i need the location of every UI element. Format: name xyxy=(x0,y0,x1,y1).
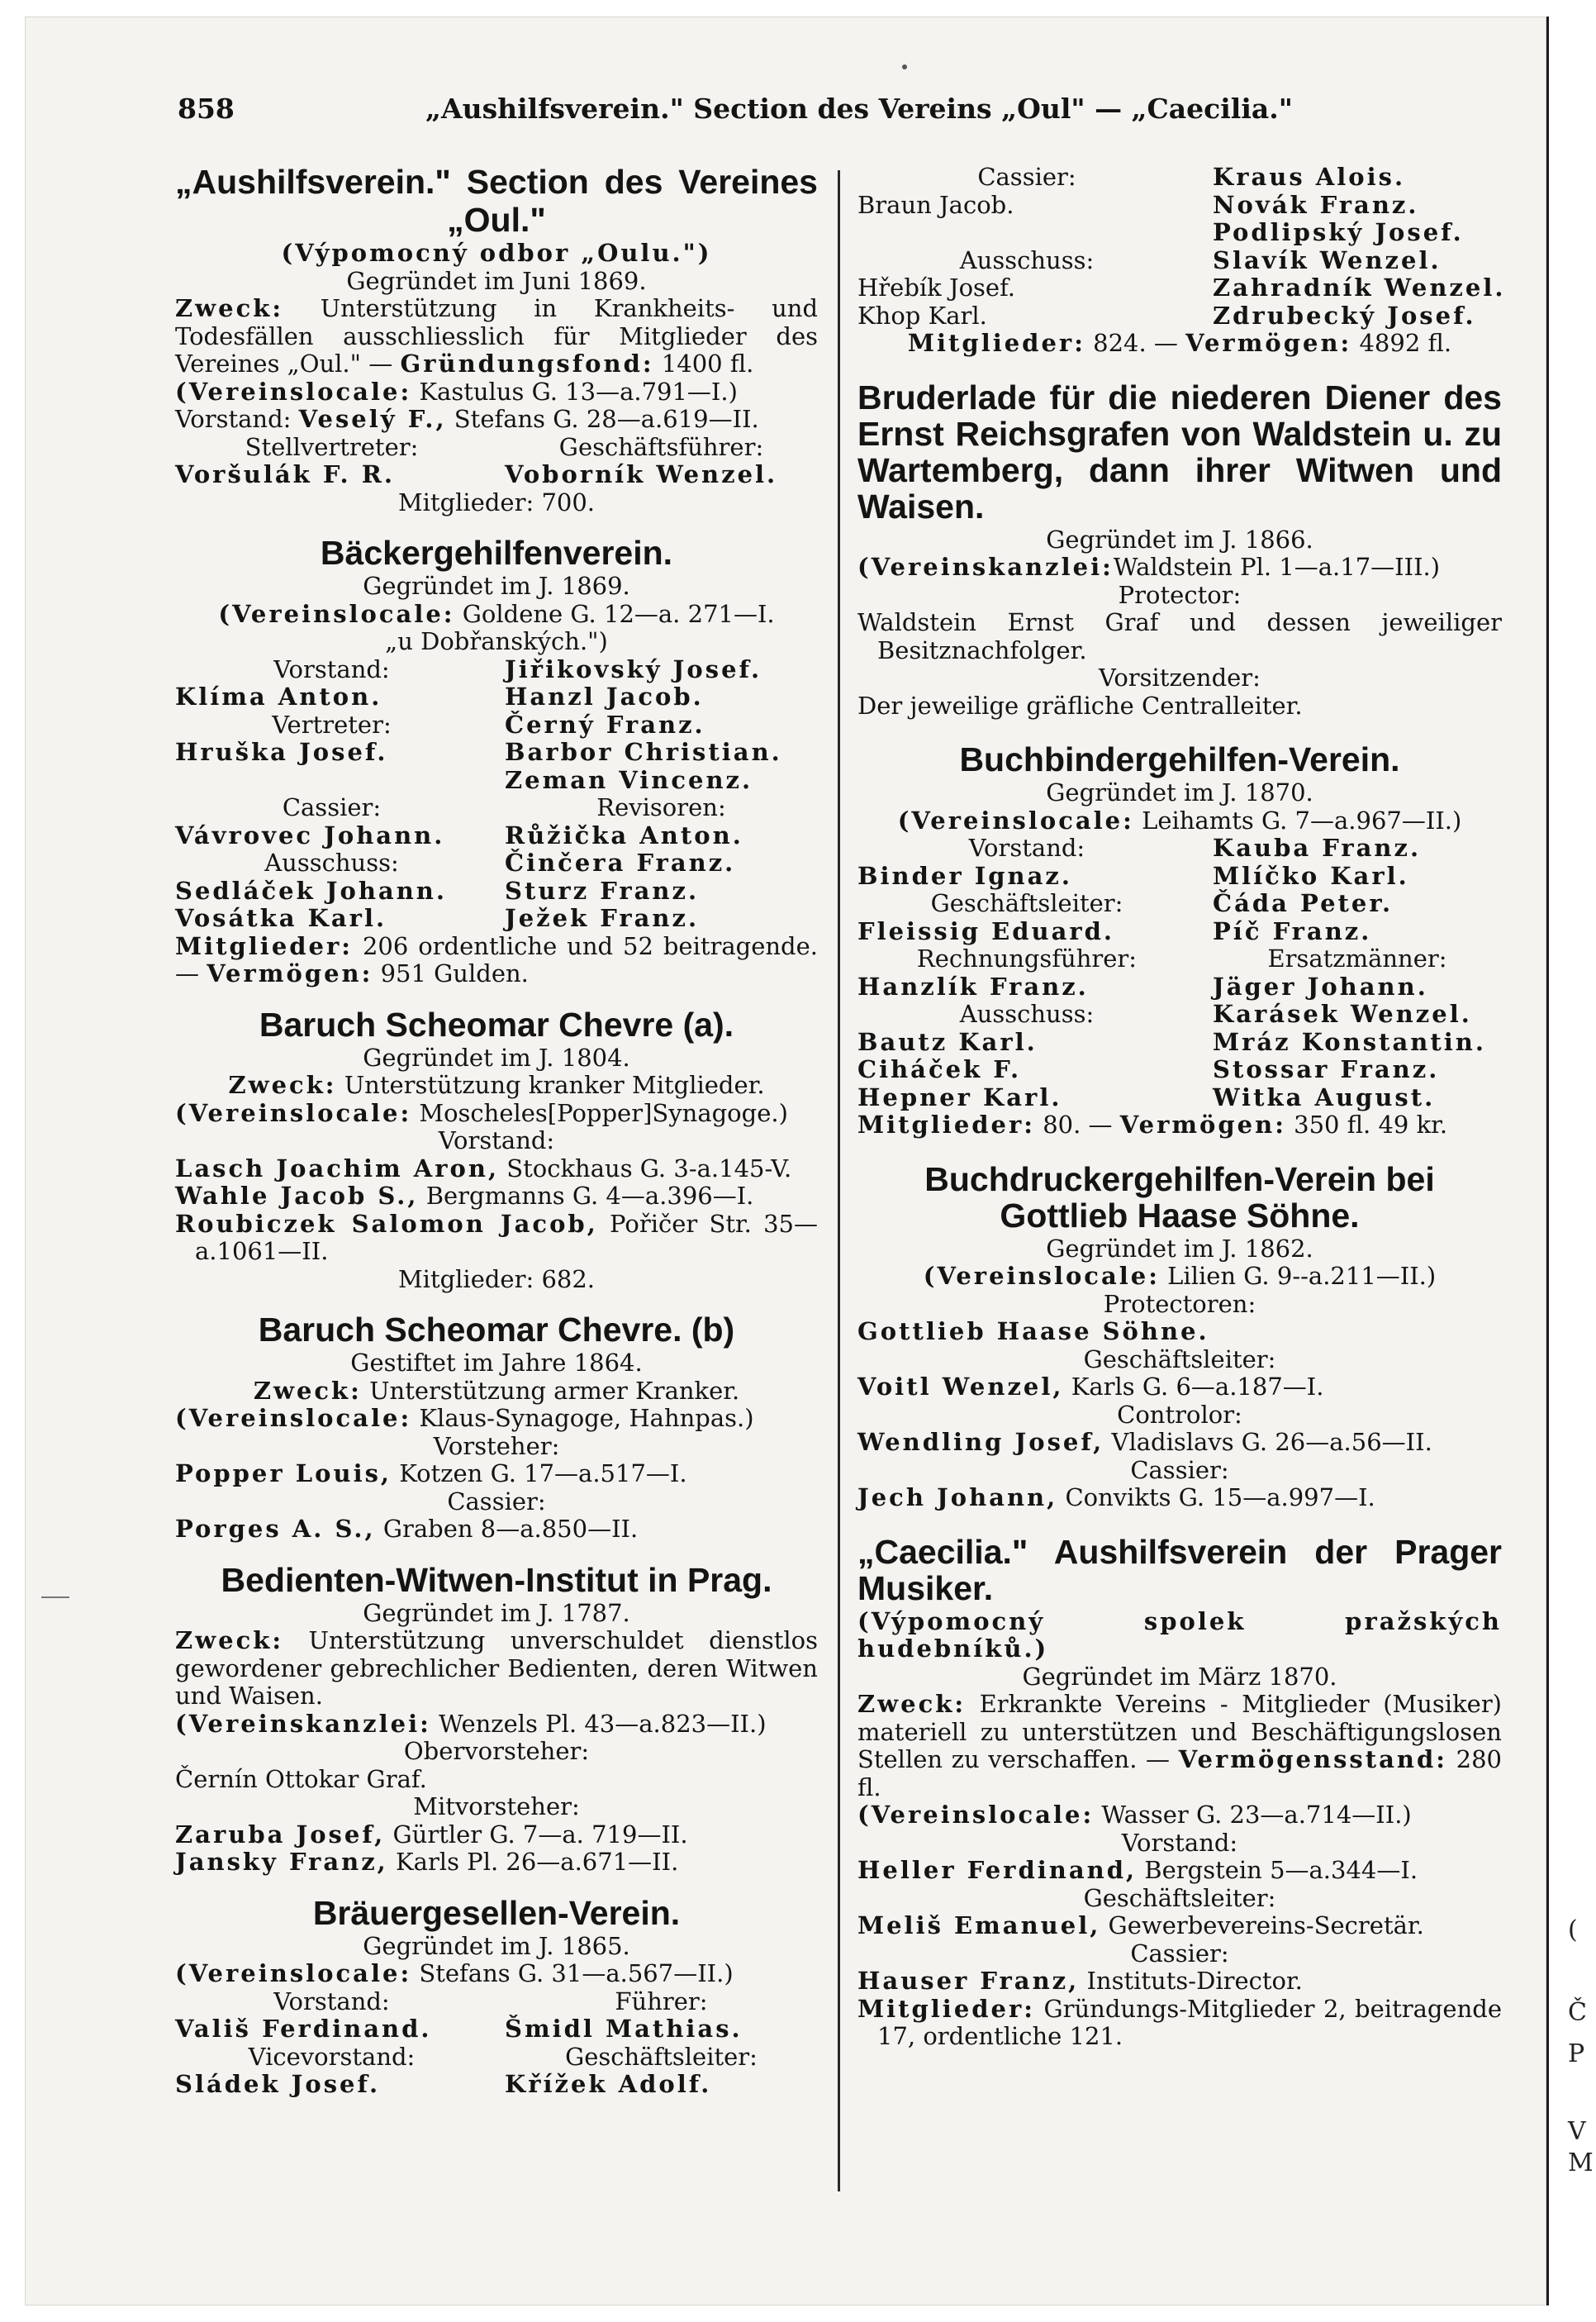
members-label: Mitglieder: xyxy=(857,1111,1035,1139)
assets-value: 350 fl. 49 kr. xyxy=(1294,1111,1448,1139)
role-label: Vorstand: xyxy=(968,834,1085,862)
person-name: Černín Ottokar Graf. xyxy=(175,1764,427,1793)
members xyxy=(857,330,1502,358)
locale xyxy=(175,1100,818,1128)
person-name: Meliš Emanuel, xyxy=(857,1911,1101,1939)
purpose xyxy=(857,1691,1502,1801)
person-name: Zdrubecký Josef. xyxy=(1213,301,1476,330)
left-column xyxy=(175,164,818,2117)
entry-subtitle: (Výpomocný odbor „Oulu.") xyxy=(281,239,712,267)
person-name: Čáda Peter. xyxy=(1213,889,1394,917)
locale-value: Stefans G. 31—a.567—II.) xyxy=(419,1959,734,1987)
chairman xyxy=(175,406,818,434)
founded: Gegründet im J. 1862. xyxy=(1046,1234,1313,1263)
founded: Gegründet im J. 1787. xyxy=(363,1598,630,1627)
entry-baruch-scheomar-a xyxy=(175,1006,818,1294)
purpose-text: Unterstützung unverschuldet dienstlos gewordener gebrechlicher Bedienten, deren Witwen und Waisen. xyxy=(175,1626,818,1710)
members-value: Gründungs-Mitglieder 2, beitragende 17, ordentliche 121. xyxy=(877,1994,1502,2050)
person-name: Lasch Joachim Aron, xyxy=(175,1154,500,1182)
column-divider xyxy=(838,170,840,2191)
entry-subtitle: (Výpomocný spolek pražských hudebníků.) xyxy=(857,1606,1502,1663)
locale xyxy=(175,378,818,407)
members-label: Mitglieder: xyxy=(907,329,1085,357)
locale xyxy=(857,1801,1502,1830)
entry-baruch-scheomar-b xyxy=(175,1311,818,1544)
person-address: Convikts G. 15—a.997—I. xyxy=(1065,1483,1375,1511)
role-label: Ausschuss: xyxy=(959,245,1095,274)
founded: Gegründet im J. 1804. xyxy=(363,1043,630,1072)
role-label: Obervorsteher: xyxy=(403,1737,590,1765)
role-label: Cassier: xyxy=(1130,1455,1229,1484)
person-name: Hruška Josef. xyxy=(175,738,388,766)
assets-value: 280 fl. xyxy=(857,1745,1502,1801)
members xyxy=(175,933,818,988)
locale-cont: „u Dobřanských.") xyxy=(385,627,608,655)
running-title: „Aushilfsverein." Section des Vereins „Oul" — „Caecilia." xyxy=(425,93,1293,125)
entry-title: Bäckergehilfenverein. xyxy=(320,534,673,572)
role-label: Cassier: xyxy=(282,793,382,821)
person-name: Stossar Franz. xyxy=(1213,1055,1440,1083)
purpose xyxy=(175,295,818,378)
members-value: 824. — xyxy=(1093,329,1178,357)
entry-bruderlade-waldstein xyxy=(857,379,1502,721)
founded: Gegründet im März 1870. xyxy=(1022,1662,1337,1691)
person-name: Hauser Franz, xyxy=(857,1967,1080,1995)
office-value: Waldstein Pl. 1—a.17—III.) xyxy=(1113,553,1441,581)
officers-grid xyxy=(857,835,1502,1111)
person-name: Kraus Alois. xyxy=(1213,163,1406,191)
person-address: Karls Pl. 26—a.671—II. xyxy=(395,1848,679,1876)
entry-title: Buchbindergehilfen-Verein. xyxy=(959,740,1400,778)
person-name: Hanzl Jacob. xyxy=(505,683,704,711)
person-name: Kauba Franz. xyxy=(1213,834,1422,862)
locale xyxy=(857,1263,1502,1291)
members-label: Mitglieder: xyxy=(857,1994,1035,2023)
officers-grid xyxy=(175,434,818,489)
manager-label: Geschäftsführer: xyxy=(558,432,764,461)
members-label: Mitglieder: xyxy=(175,931,353,960)
deputy-name: Voršulák F. R. xyxy=(175,460,395,488)
person-address: Bergmanns G. 4—a.396—I. xyxy=(425,1182,754,1210)
role-label: Cassier: xyxy=(1130,1939,1229,1968)
deputy-label: Stellvertreter: xyxy=(245,432,419,461)
person-name: Ciháček F. xyxy=(857,1055,1022,1083)
person-name: Podlipský Josef. xyxy=(1213,218,1464,246)
role-label: Vorstand: xyxy=(1121,1828,1238,1857)
person xyxy=(175,1515,818,1544)
entry-title: „Aushilfsverein." Section des Vereines xyxy=(175,163,818,201)
locale xyxy=(175,1405,818,1433)
locale-value: Kastulus G. 13—a.791—I.) xyxy=(419,377,738,406)
members xyxy=(857,1111,1502,1140)
edge-fragment: Č xyxy=(1568,1998,1587,2027)
chair: Der jeweilige gräfliche Centralleiter. xyxy=(857,691,1303,720)
assets-value: 951 Gulden. xyxy=(380,959,529,987)
person-name: Černý Franz. xyxy=(505,710,705,739)
locale-value: Goldene G. 12—a. 271—I. xyxy=(462,599,775,628)
entry-buchdruckergehilfen-verein xyxy=(857,1161,1502,1512)
chairman-label: Vorstand: xyxy=(175,405,292,433)
role-label: Vorsteher: xyxy=(433,1431,560,1460)
entry-continuation xyxy=(857,163,1506,358)
role-label: Cassier: xyxy=(977,163,1076,191)
role-label: Vorstand: xyxy=(273,1987,390,2015)
person-name: Růžička Anton. xyxy=(505,821,743,849)
person xyxy=(857,1912,1502,1940)
locale-label: (Vereinslocale: xyxy=(897,806,1134,835)
fund-value: 1400 fl. xyxy=(661,350,754,378)
person-name: Vališ Ferdinand. xyxy=(175,2015,432,2043)
person-address: Pořičer Str. 35—a.1061—II. xyxy=(195,1209,818,1265)
entry-title: Bedienten-Witwen-Institut in Prag. xyxy=(221,1560,772,1599)
person-name: Zaruba Josef, xyxy=(175,1820,386,1849)
entry-buchbindergehilfen-verein xyxy=(857,741,1502,1140)
person xyxy=(175,1182,818,1211)
members-value: 206 ordentliche und 52 beitragende. — xyxy=(175,931,818,987)
person-name: Karásek Wenzel. xyxy=(1213,1000,1472,1028)
role-label: Geschäftsleiter: xyxy=(1083,1344,1276,1373)
person-name: Wahle Jacob S., xyxy=(175,1182,419,1210)
person-name: Jech Johann, xyxy=(857,1483,1058,1511)
entry-title: Buchdruckergehilfen-Verein bei Gottlieb Haase Söhne. xyxy=(924,1159,1435,1235)
role-label: Protector: xyxy=(1118,580,1242,609)
locale-label: (Vereinslocale: xyxy=(218,599,455,628)
members: Mitglieder: 700. xyxy=(397,488,596,516)
specks xyxy=(902,64,907,69)
fund-label: Gründungsfond: xyxy=(400,350,654,378)
locale-label: (Vereinslocale: xyxy=(923,1262,1160,1290)
person xyxy=(175,1849,818,1877)
role-label: Geschäftsleiter: xyxy=(930,889,1123,917)
entry-title: „Caecilia." Aushilfsverein der Prager Musiker. xyxy=(857,1532,1502,1607)
role-label: Vicevorstand: xyxy=(248,2042,416,2071)
person-name: Popper Louis, xyxy=(175,1459,392,1487)
person xyxy=(857,1857,1502,1885)
person-address: Bergstein 5—a.344—I. xyxy=(1144,1856,1418,1884)
person-name: Vosátka Karl. xyxy=(175,904,387,932)
page-header xyxy=(178,93,1293,134)
role-label: Controlor: xyxy=(1117,1400,1242,1429)
person-name: Braun Jacob. xyxy=(857,190,1014,219)
locale-label: (Vereinslocale: xyxy=(857,1801,1095,1829)
role-label: Protectoren: xyxy=(1103,1289,1256,1318)
right-column xyxy=(857,163,1506,2072)
officers-grid xyxy=(175,656,818,933)
role-label: Rechnungsführer: xyxy=(916,945,1138,973)
person-name: Sládek Josef. xyxy=(175,2070,381,2098)
officers-grid xyxy=(857,163,1506,330)
person-name: Hepner Karl. xyxy=(857,1082,1062,1111)
entry-title: Bruderlade für die niederen Diener des Ernst Reichsgrafen von Waldstein u. zu Wartemberg, dann ihrer Witwen und Waisen. xyxy=(857,378,1502,526)
person-name: Witka August. xyxy=(1213,1082,1436,1111)
person-name: Heller Ferdinand, xyxy=(857,1856,1138,1884)
person-name: Bautz Karl. xyxy=(857,1027,1038,1056)
assets-label: Vermögen: xyxy=(1119,1111,1286,1139)
locale-label: (Vereinslocale: xyxy=(175,1959,412,1987)
founded: Gestiftet im Jahre 1864. xyxy=(350,1349,643,1377)
office-value: Wenzels Pl. 43—a.823—II.) xyxy=(439,1709,767,1738)
person-name: Zahradník Wenzel. xyxy=(1213,274,1506,302)
person-name: Wendling Josef, xyxy=(857,1428,1104,1456)
office xyxy=(857,554,1502,582)
person-address: Vladislavs G. 26—a.56—II. xyxy=(1111,1428,1432,1456)
office-label: (Vereinskanzlei: xyxy=(857,553,1114,581)
purpose-label: Zweck: xyxy=(228,1071,337,1099)
locale xyxy=(857,807,1502,835)
person-name: Hanzlík Franz. xyxy=(857,972,1089,1001)
locale-value: Klaus-Synagoge, Hahnpas.) xyxy=(419,1404,754,1432)
edge-fragment: M xyxy=(1568,2148,1594,2177)
role-label: Ausschuss: xyxy=(264,849,399,877)
person-address: Karls G. 6—a.187—I. xyxy=(1071,1373,1324,1401)
person-name: Klíma Anton. xyxy=(175,683,382,711)
spacer xyxy=(175,767,488,795)
role-label: Mitvorsteher: xyxy=(413,1792,580,1820)
person-address: Instituts-Director. xyxy=(1086,1967,1303,1995)
purpose-text: Unterstützung in Krankheits- und Todesfällen ausschliesslich für Mitglieder des Vereines „Oul." — xyxy=(175,294,819,378)
entry-title: Baruch Scheomar Chevre (a). xyxy=(259,1005,734,1044)
locale xyxy=(175,1960,818,1988)
person-address: Gewerbevereins-Secretär. xyxy=(1108,1911,1424,1939)
role-label: Vertreter: xyxy=(272,710,392,739)
purpose-label: Zweck: xyxy=(175,1626,284,1654)
person xyxy=(857,1429,1502,1457)
locale-value: Lilien G. 9--a.211—II.) xyxy=(1167,1262,1437,1290)
person-name: Fleissig Eduard. xyxy=(857,916,1115,945)
person-name: Porges A. S., xyxy=(175,1515,376,1543)
locale-label: (Vereinslocale: xyxy=(175,1404,412,1432)
locale xyxy=(175,601,818,629)
role-label: Geschäftsleiter: xyxy=(565,2042,758,2071)
office xyxy=(175,1711,818,1739)
person xyxy=(857,1484,1502,1512)
officers-grid xyxy=(175,1988,818,2099)
locale-label: (Vereinslocale: xyxy=(175,1098,412,1127)
role-label: Führer: xyxy=(615,1987,708,2015)
manager-name: Voborník Wenzel. xyxy=(505,460,778,488)
entry-braeuergesellen-verein xyxy=(175,1895,818,2099)
person-name: Novák Franz. xyxy=(1213,190,1419,219)
role-label: Cassier: xyxy=(447,1487,546,1515)
purpose-text: Unterstützung armer Kranker. xyxy=(369,1376,740,1405)
person xyxy=(175,1155,818,1183)
person-name: Jansky Franz, xyxy=(175,1848,388,1876)
founded: Gegründet im J. 1870. xyxy=(1046,778,1313,807)
founded: Gegründet im J. 1866. xyxy=(1046,525,1313,554)
person-name: Zeman Vincenz. xyxy=(505,765,753,794)
person-name: Mráz Konstantin. xyxy=(1213,1027,1486,1056)
assets-value: 4892 fl. xyxy=(1359,329,1452,357)
office-label: (Vereinskanzlei: xyxy=(175,1709,431,1738)
person-address: Kotzen G. 17—a.517—I. xyxy=(399,1459,687,1487)
person-name: Sturz Franz. xyxy=(505,876,700,905)
person-name: Činčera Franz. xyxy=(505,849,736,877)
entry-title-cont: „Oul." xyxy=(447,201,546,239)
person-address: Graben 8—a.850—II. xyxy=(382,1515,639,1543)
entry-aushilfsverein-oul xyxy=(175,164,818,516)
person xyxy=(857,1373,1502,1401)
person xyxy=(175,1821,818,1849)
chairman-name: Veselý F., xyxy=(298,405,447,433)
purpose xyxy=(175,1072,818,1100)
person-name: Ježek Franz. xyxy=(505,904,700,932)
person-address: Stockhaus G. 3-a.145-V. xyxy=(506,1154,792,1182)
entry-title: Baruch Scheomar Chevre. (b) xyxy=(258,1311,735,1349)
person-name: Voitl Wenzel, xyxy=(857,1373,1064,1401)
locale-label: (Vereinslocale: xyxy=(175,377,412,406)
role-label: Vorstand: xyxy=(273,654,390,683)
person xyxy=(175,1211,818,1266)
person-name: Křížek Adolf. xyxy=(505,2070,712,2098)
person-name: Píč Franz. xyxy=(1213,916,1372,945)
margin-mark xyxy=(41,1596,69,1598)
locale-value: Wasser G. 23—a.714—II.) xyxy=(1101,1801,1412,1829)
person xyxy=(857,1968,1502,1996)
person-name: Sedláček Johann. xyxy=(175,876,447,905)
protector: Waldstein Ernst Graf und dessen jeweiliger Besitznachfolger. xyxy=(857,608,1502,664)
members-value: 80. — xyxy=(1043,1111,1113,1139)
role-label: Vorsitzender: xyxy=(1099,664,1261,692)
purpose-text: Erkrankte Vereins - Mitglieder (Musiker) materiell zu unterstützen und Beschäftigungslosen Stellen zu verschaffen. — xyxy=(857,1690,1502,1773)
role-label: Revisoren: xyxy=(596,793,726,821)
edge-fragment: P xyxy=(1568,2039,1585,2068)
person-name: Khop Karl. xyxy=(857,301,987,330)
purpose-label: Zweck: xyxy=(857,1690,967,1718)
assets-label: Vermögen: xyxy=(207,959,373,987)
edge-fragment: V xyxy=(1568,2117,1586,2146)
members: Mitglieder: 682. xyxy=(397,1264,596,1293)
purpose xyxy=(175,1377,818,1406)
patron-name: Gottlieb Haase Söhne. xyxy=(857,1317,1209,1345)
entry-bedienten-witwen-institut xyxy=(175,1562,818,1877)
chairman-address: Stefans G. 28—a.619—II. xyxy=(454,405,759,433)
page-number: 858 xyxy=(178,93,235,125)
person-name: Šmidl Mathias. xyxy=(505,2015,743,2043)
person-name: Jäger Johann. xyxy=(1213,972,1428,1001)
locale-value: Leihamts G. 7—a.967—II.) xyxy=(1142,806,1462,835)
person-name: Roubiczek Salomon Jacob, xyxy=(175,1209,598,1238)
person-name: Slavík Wenzel. xyxy=(1213,245,1442,274)
entry-title: Bräuergesellen-Verein. xyxy=(312,1893,681,1932)
founded: Gegründet im J. 1865. xyxy=(363,1931,630,1960)
edge-fragment: ( xyxy=(1568,1915,1578,1944)
role-label: Vorstand: xyxy=(438,1126,555,1154)
assets-label: Vermögensstand: xyxy=(1178,1745,1448,1773)
entry-caecilia xyxy=(857,1534,1502,2051)
person-name: Jiřikovský Josef. xyxy=(505,654,762,683)
purpose-label: Zweck: xyxy=(253,1376,362,1405)
person-name: Binder Ignaz. xyxy=(857,861,1072,890)
assets-label: Vermögen: xyxy=(1185,329,1352,357)
founded: Gegründet im Juni 1869. xyxy=(346,266,647,295)
purpose-label: Zweck: xyxy=(175,294,284,322)
person-name: Mlíčko Karl. xyxy=(1213,861,1409,890)
role-label: Geschäftsleiter: xyxy=(1083,1883,1276,1912)
entry-baeckergehilfenverein xyxy=(175,535,818,988)
founded: Gegründet im J. 1869. xyxy=(363,572,630,600)
person-name: Hřebík Josef. xyxy=(857,274,1015,302)
person xyxy=(175,1460,818,1488)
purpose-text: Unterstützung kranker Mitglieder. xyxy=(344,1071,765,1099)
person-name: Vávrovec Johann. xyxy=(175,821,445,849)
spacer xyxy=(857,219,1196,247)
members xyxy=(857,1996,1502,2051)
person-name: Barbor Christian. xyxy=(505,738,782,766)
role-label: Ersatzmänner: xyxy=(1267,945,1447,973)
purpose xyxy=(175,1627,818,1711)
locale-value: Moscheles[Popper]Synagoge.) xyxy=(419,1098,788,1127)
role-label: Ausschuss: xyxy=(959,1000,1095,1028)
person-address: Gürtler G. 7—a. 719—II. xyxy=(392,1820,688,1849)
